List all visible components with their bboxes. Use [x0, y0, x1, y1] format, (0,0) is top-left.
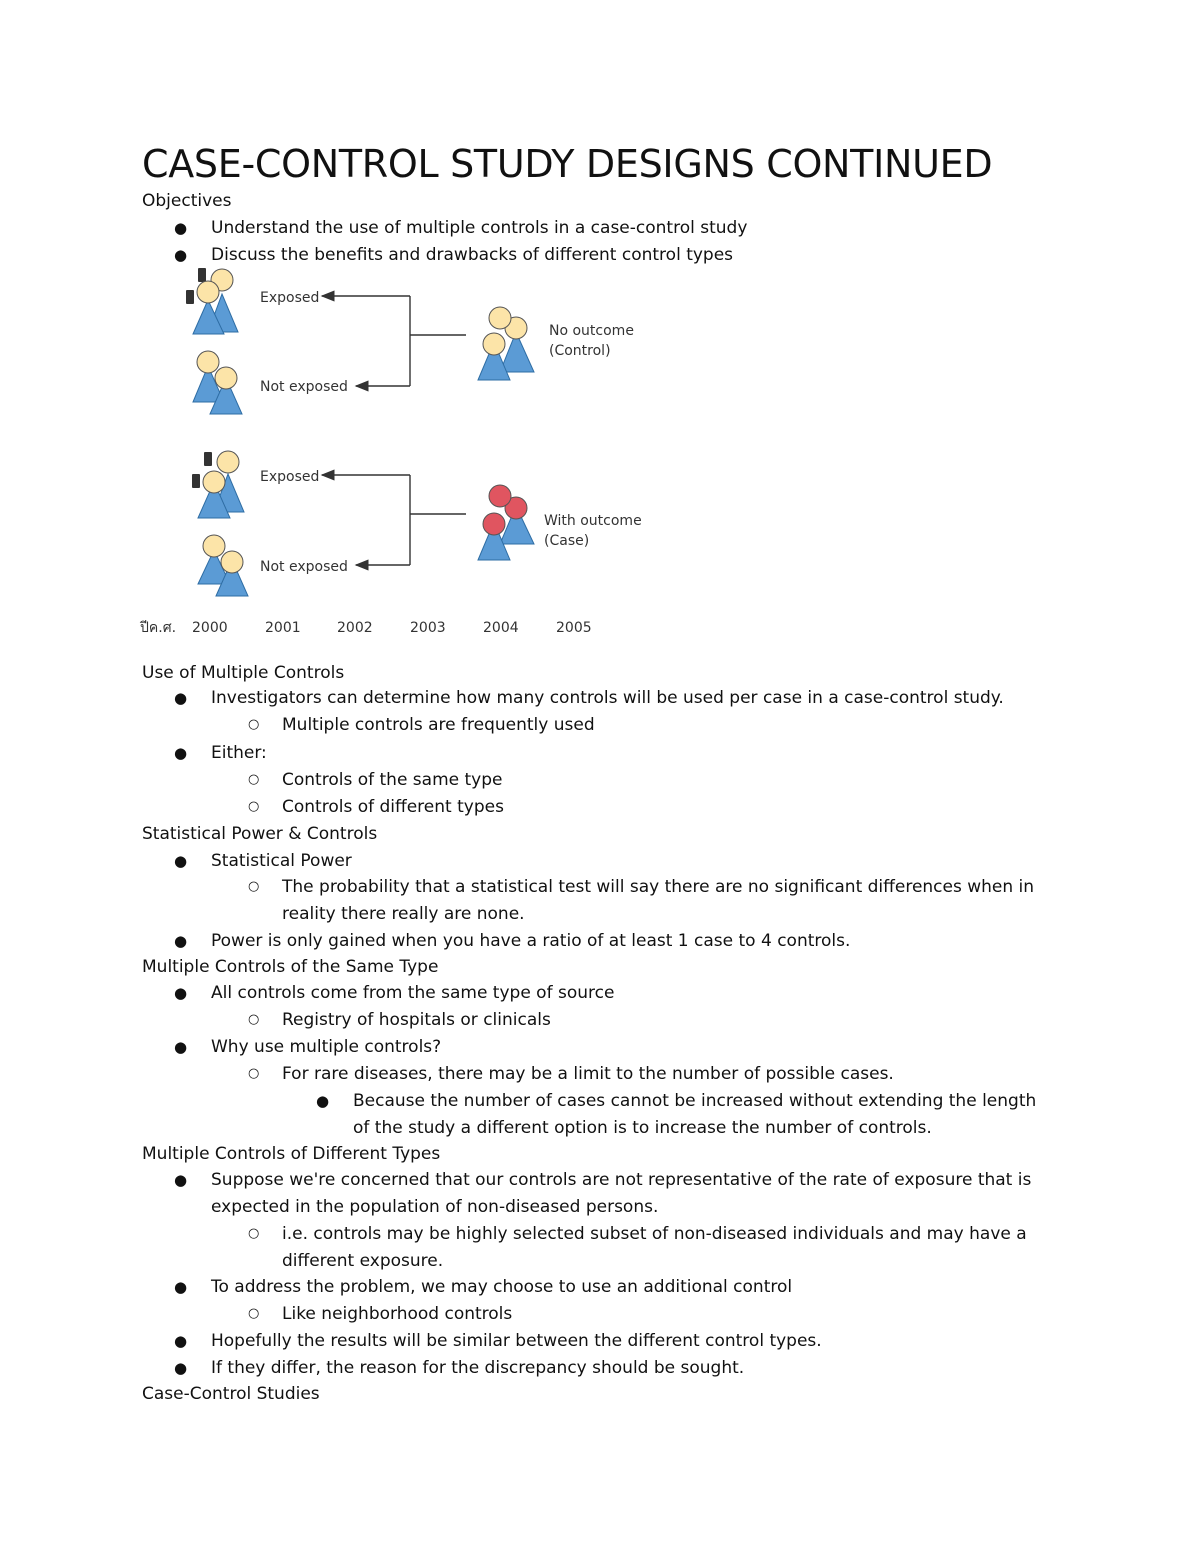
bullet-mark: ○ [248, 1226, 260, 1241]
list-item: Statistical Power [211, 851, 352, 871]
bullet-mark: ● [174, 219, 188, 237]
bullet-mark: ● [174, 852, 188, 870]
list-item: For rare diseases, there may be a limit to the number of possible cases. [282, 1064, 894, 1084]
list-item-continuation: expected in the population of non-diseased persons. [211, 1197, 659, 1217]
section-heading-case-control-studies: Case-Control Studies [142, 1384, 320, 1404]
exposed-people-icon-bottom [192, 451, 244, 518]
bullet-mark: ○ [248, 879, 260, 894]
year-label-2004: 2004 [483, 620, 519, 636]
label-exposed-top: Exposed [260, 290, 320, 306]
list-item-continuation: reality there really are none. [282, 904, 525, 924]
exposed-people-icon-top [186, 268, 238, 334]
year-label-2002: 2002 [337, 620, 373, 636]
section-heading-statistical-power: Statistical Power & Controls [142, 824, 378, 844]
list-item: To address the problem, we may choose to use an additional control [211, 1277, 793, 1297]
list-item: If they differ, the reason for the discrepancy should be sought. [211, 1358, 745, 1378]
list-item-continuation: different exposure. [282, 1251, 444, 1271]
year-axis-label: ปีค.ศ. [140, 620, 177, 636]
not-exposed-people-icon-bottom [198, 535, 248, 596]
bullet-mark: ● [174, 246, 188, 264]
bullet-mark: ○ [248, 1066, 260, 1081]
list-item: The probability that a statistical test will say there are no significant differences when in [282, 877, 1035, 897]
label-case: (Case) [544, 533, 590, 549]
case-control-diagram [138, 262, 678, 642]
label-control: (Control) [549, 343, 611, 359]
section-heading-use-multiple-controls: Use of Multiple Controls [142, 663, 345, 683]
label-no-outcome: No outcome [549, 323, 634, 339]
list-item: Why use multiple controls? [211, 1037, 442, 1057]
bullet-mark: ○ [248, 799, 260, 814]
not-exposed-people-icon-top [193, 351, 242, 414]
list-item: All controls come from the same type of source [211, 983, 615, 1003]
bullet-mark: ● [174, 1332, 188, 1350]
bullet-mark: ● [174, 932, 188, 950]
list-item: Suppose we're concerned that our controls are not representative of the rate of exposure that is [211, 1170, 1032, 1190]
list-item: Registry of hospitals or clinicals [282, 1010, 551, 1030]
year-label-2003: 2003 [410, 620, 446, 636]
objective-item-2: Discuss the benefits and drawbacks of different control types [211, 245, 734, 265]
bullet-mark: ● [316, 1092, 330, 1110]
label-exposed-bottom: Exposed [260, 469, 320, 485]
list-item: Controls of different types [282, 797, 504, 817]
list-item: Because the number of cases cannot be increased without extending the length [353, 1091, 1037, 1111]
section-heading-different-types: Multiple Controls of Different Types [142, 1144, 441, 1164]
list-item: Like neighborhood controls [282, 1304, 513, 1324]
objectives-heading: Objectives [142, 191, 232, 211]
bullet-mark: ○ [248, 717, 260, 732]
list-item: Multiple controls are frequently used [282, 715, 595, 735]
list-item-continuation: of the study a different option is to increase the number of controls. [353, 1118, 932, 1138]
year-label-2000: 2000 [192, 620, 228, 636]
label-not-exposed-bottom: Not exposed [260, 559, 348, 575]
list-item: Either: [211, 743, 267, 763]
list-item: Hopefully the results will be similar between the different control types. [211, 1331, 822, 1351]
bullet-mark: ● [174, 984, 188, 1002]
section-heading-same-type: Multiple Controls of the Same Type [142, 957, 439, 977]
bullet-mark: ○ [248, 772, 260, 787]
label-not-exposed-top: Not exposed [260, 379, 348, 395]
bullet-mark: ○ [248, 1306, 260, 1321]
year-label-2001: 2001 [265, 620, 301, 636]
bullet-mark: ● [174, 1278, 188, 1296]
bullet-mark: ○ [248, 1012, 260, 1027]
case-people-icon [478, 485, 534, 560]
control-people-icon [478, 307, 534, 380]
list-item: Controls of the same type [282, 770, 503, 790]
bullet-mark: ● [174, 689, 188, 707]
bullet-mark: ● [174, 1359, 188, 1377]
year-label-2005: 2005 [556, 620, 592, 636]
list-item: Power is only gained when you have a ratio of at least 1 case to 4 controls. [211, 931, 851, 951]
list-item: i.e. controls may be highly selected subset of non-diseased individuals and may have a [282, 1224, 1027, 1244]
list-item: Investigators can determine how many controls will be used per case in a case-control study. [211, 688, 1004, 708]
page-title: CASE-CONTROL STUDY DESIGNS CONTINUED [142, 142, 993, 186]
bullet-mark: ● [174, 744, 188, 762]
objective-item-1: Understand the use of multiple controls in a case-control study [211, 218, 748, 238]
label-with-outcome: With outcome [544, 513, 642, 529]
bullet-mark: ● [174, 1171, 188, 1189]
bullet-mark: ● [174, 1038, 188, 1056]
